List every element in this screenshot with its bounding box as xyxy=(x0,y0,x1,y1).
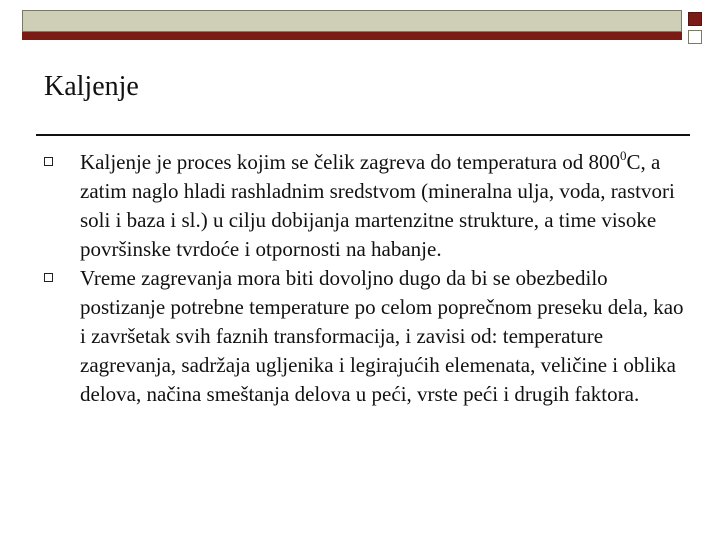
bullet-text: Vreme zagrevanja mora biti dovoljno dugo da bi se obezbedilo postizanje potrebne temperature po celom poprečnom preseku dela, kao i završetak svih faznih transformacija, i zavisi od: temperature zagrevanja, sadržaja ugljenika i legirajućih elemenata, veličine i oblika delova, načina smeštanja delova u peći, vrste peći i drugih faktora. xyxy=(80,266,684,406)
slide-title: Kaljenje xyxy=(44,71,139,102)
header-accent-stripe xyxy=(22,32,682,40)
corner-square-filled xyxy=(688,12,702,26)
bullet-item xyxy=(44,264,684,409)
title-divider xyxy=(36,134,690,136)
header-bar xyxy=(22,10,682,32)
bullet-text-part: Kaljenje je proces kojim se čelik zagreva do temperatura od 800 xyxy=(80,150,620,174)
bullet-list xyxy=(44,148,684,409)
bullet-text-part: C, a zatim naglo hladi rashladnim sredstvom (mineralna ulja, voda, rastvori soli i baza i sl.) u cilju dobijanja martenzitne strukture, a time visoke površinske tvrdoće i otpornosti na habanje. xyxy=(80,150,675,261)
bullet-item xyxy=(44,148,684,264)
degree-superscript: 0 xyxy=(619,148,627,163)
corner-square-outline xyxy=(688,30,702,44)
square-bullet-icon xyxy=(44,273,53,282)
square-bullet-icon xyxy=(44,157,53,166)
